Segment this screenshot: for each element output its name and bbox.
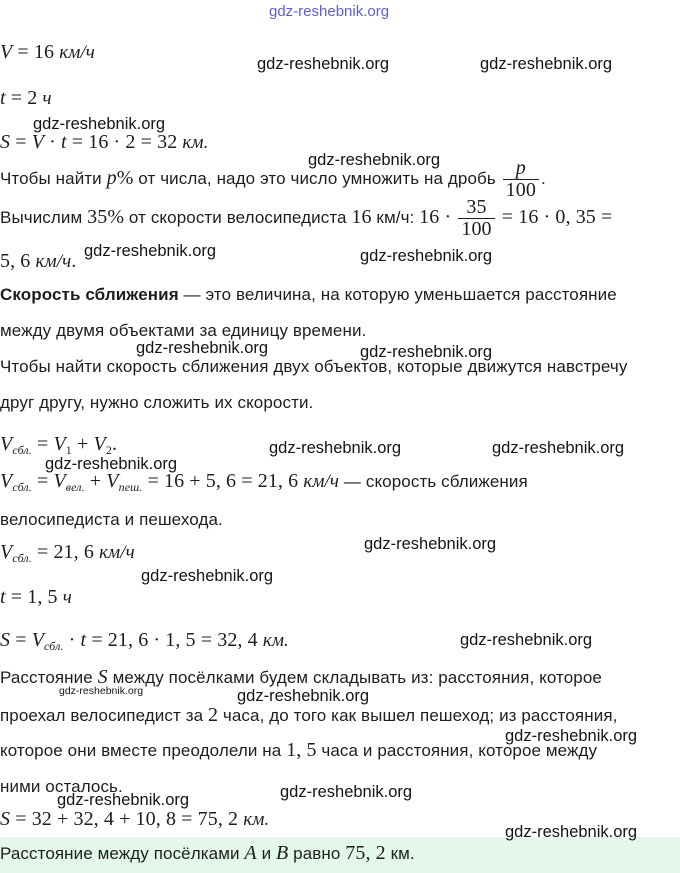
watermark: gdz-reshebnik.org: [360, 343, 493, 361]
answer-banner: [0, 837, 680, 873]
watermark: gdz-reshebnik.org: [269, 439, 402, 457]
fraction-35-over-100: $\frac{35}{100}$: [458, 197, 494, 240]
watermark: gdz-reshebnik.org: [505, 727, 638, 745]
equation-total-distance: S = 32 + 32, 4 + 10, 8 = 75, 2 км.: [0, 808, 270, 830]
watermark: gdz-reshebnik.org: [480, 55, 613, 73]
watermark: gdz-reshebnik.org: [505, 823, 638, 841]
watermark: gdz-reshebnik.org: [59, 685, 144, 697]
watermark: gdz-reshebnik.org: [360, 247, 493, 265]
watermark: gdz-reshebnik.org: [280, 783, 413, 801]
equation-pedestrian-speed: 5, 6 км/ч.: [0, 250, 77, 272]
equation-time-together: t = 1, 5 ч: [0, 586, 72, 608]
text-closing-speed-continued: велосипедиста и пешехода.: [0, 510, 223, 529]
watermark: gdz-reshebnik.org: [308, 151, 441, 169]
watermark: gdz-reshebnik.org: [141, 567, 274, 585]
text-rule-continued: друг другу, нужно сложить их скорости.: [0, 393, 314, 412]
watermark: gdz-reshebnik.org: [492, 439, 625, 457]
watermark: gdz-reshebnik.org: [237, 687, 370, 705]
text-percent-calc: Вычислим 35% от скорости велосипедиста 16 км/ч: 16 · $\frac{35}{100}$ = 16 · 0, 35 =: [0, 196, 613, 240]
text-closing-speed-definition: Скорость сближения — это величина, на которую уменьшается расстояние: [0, 285, 617, 304]
watermark: gdz-reshebnik.org: [57, 791, 190, 809]
watermark: gdz-reshebnik.org: [364, 535, 497, 553]
equation-distance-together: $S = V_{сбл.} \cdot t = 21$, 6 · 1, 5 = 32, 4 км.: [0, 629, 289, 653]
equation-closing-speed-formula: $V_{сбл.} = V_1 + V_2$.: [0, 433, 118, 457]
text-explanation-continued-3: ними осталось.: [0, 777, 123, 796]
text-closing-speed-rule: Чтобы найти скорость сближения двух объектов, которые движутся навстречу: [0, 357, 628, 376]
header-watermark-link[interactable]: gdz-reshebnik.org: [269, 3, 390, 20]
watermark: gdz-reshebnik.org: [45, 455, 178, 473]
fraction-p-over-100: $\frac{p}{100}$: [503, 158, 539, 201]
equation-closing-speed-value: $V_{сбл.} = V_{вел.} + V_{пеш.} = 16 + 5$, 6 = 21, 6 км/ч — скорость сближения: [0, 470, 528, 494]
equation-closing-speed-given: $V_{сбл.} = 21$, 6 км/ч: [0, 541, 135, 565]
equation-distance-cyclist: S = V · t = 16 · 2 = 32 км.: [0, 131, 209, 153]
text-explanation-continued-2: которое они вместе преодолели на 1, 5 часа и расстояния, которое между: [0, 739, 598, 761]
text-explanation-continued-1: проехал велосипедист за 2 часа, до того как вышел пешеход; из расстояния,: [0, 704, 618, 726]
equation-speed-cyclist: V = 16 км/ч: [0, 41, 95, 63]
text-total-distance-explanation: Расстояние S между посёлками будем складывать из: расстояния, которое: [0, 666, 602, 688]
watermark: gdz-reshebnik.org: [460, 631, 593, 649]
answer-text: Расстояние между посёлками A и B равно 75, 2 км.: [0, 842, 415, 864]
watermark: gdz-reshebnik.org: [257, 55, 390, 73]
watermark: gdz-reshebnik.org: [136, 339, 269, 357]
text-percent-rule: Чтобы найти p% от числа, надо это число умножить на дробь $\frac{p}{100}$ .: [0, 157, 546, 201]
text-definition-continued: между двумя объектами за единицу времени.: [0, 321, 367, 340]
equation-time-cyclist: t = 2 ч: [0, 87, 52, 109]
watermark: gdz-reshebnik.org: [33, 115, 166, 133]
watermark: gdz-reshebnik.org: [84, 242, 217, 260]
